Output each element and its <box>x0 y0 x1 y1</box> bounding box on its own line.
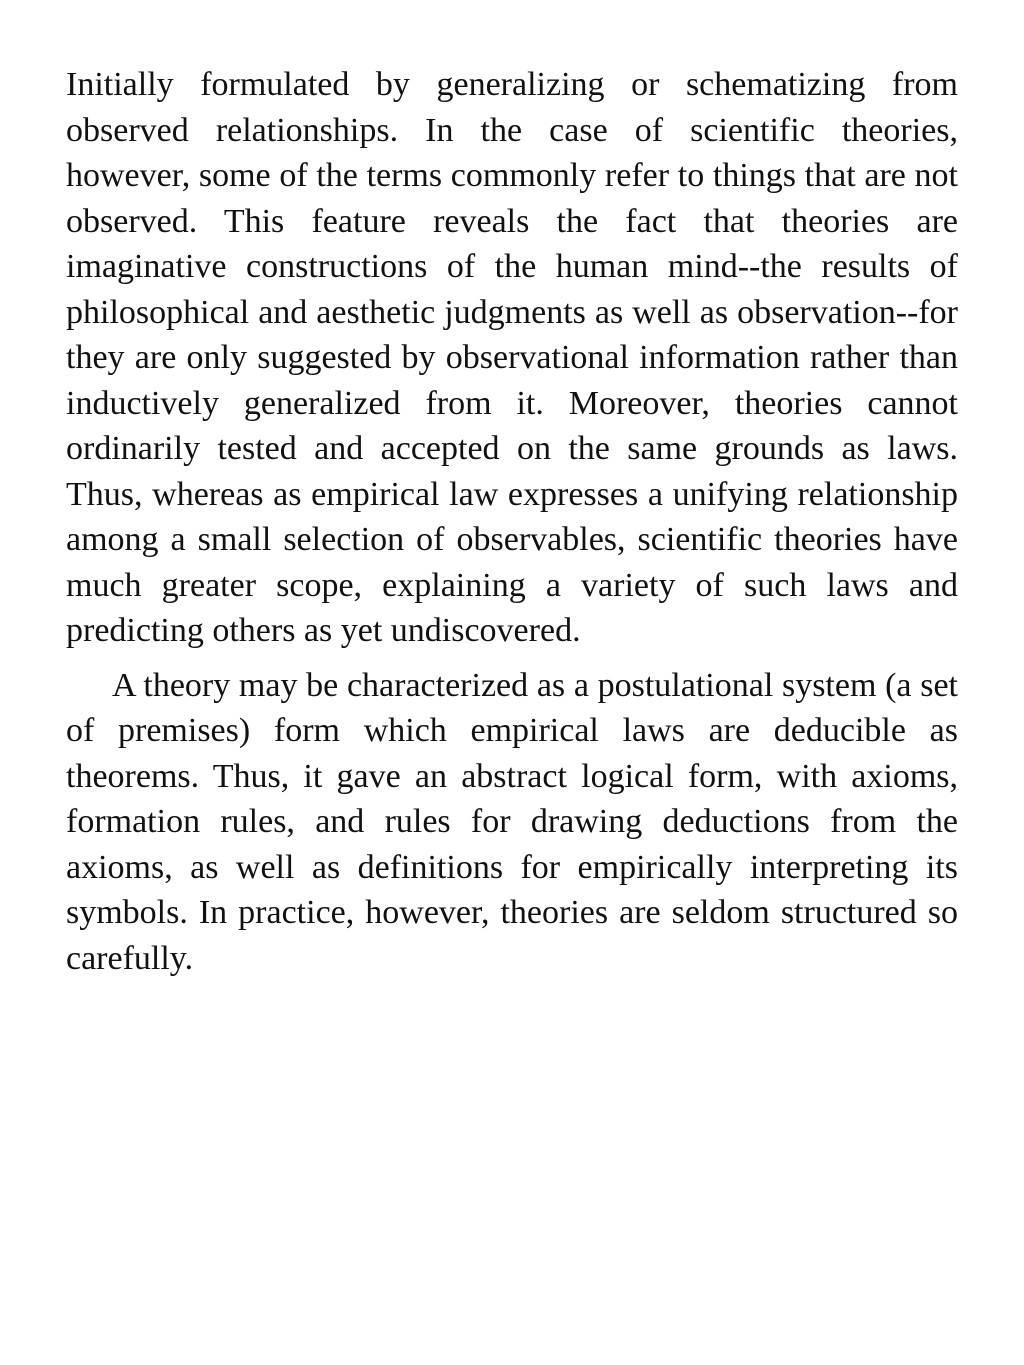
paragraph-1: Initially formulated by generalizing or schematizing from observed relationships. In the case of scientific theories, however, some of the terms commonly refer to things that are not observed. This feature reveals the fact that theories are imaginative constructions of the human mind--the results of philosophical and aesthetic judgments as well as observation--for they are only suggested by observational information rather than inductively generalized from it. Moreover, theories cannot ordinarily tested and accepted on the same grounds as laws. Thus, whereas as empirical law expresses a unifying relationship among a small selection of observables, scientific theories have much greater scope, explaining a variety of such laws and predicting others as yet undiscovered. <box>66 66 958 649</box>
document-page <box>66 62 958 981</box>
paragraph-2: A theory may be characterized as a postulational system (a set of premises) form which empirical laws are deducible as theorems. Thus, it gave an abstract logical form, with axioms, formation rules, and rules for drawing deductions from the axioms, as well as definitions for empirically interpreting its symbols. In practice, however, theories are seldom structured so carefully. <box>66 666 958 977</box>
